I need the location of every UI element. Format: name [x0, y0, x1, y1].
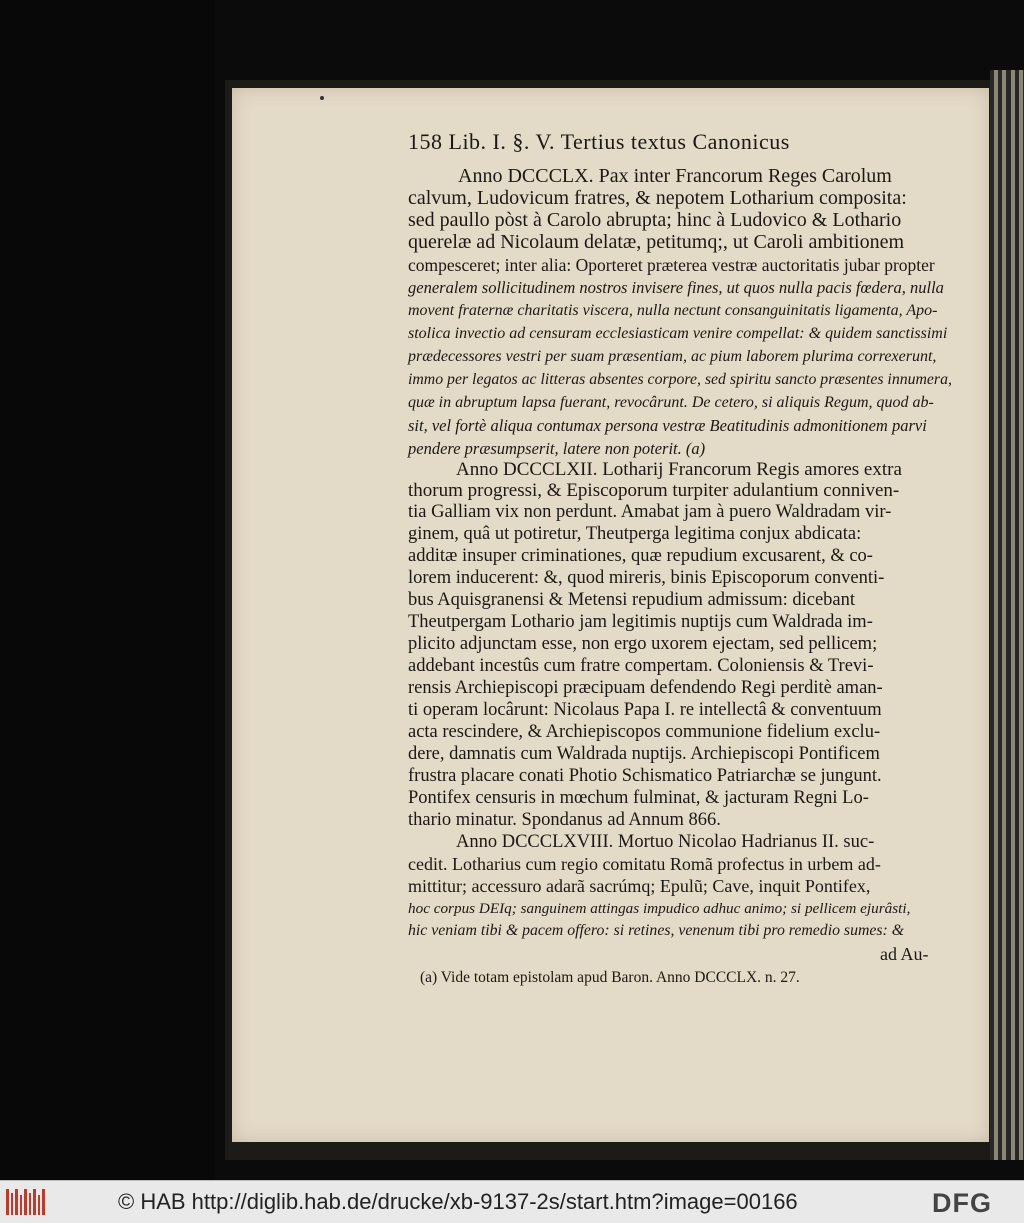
text-line: generalem sollicitudinem nostros invisere fines, ut quos nulla pacis fœdera, nulla — [408, 278, 944, 297]
text-line: lorem inducerent: &, quod mireris, binis Episcoporum conventi- — [408, 568, 885, 588]
text-line: rensis Archiepiscopi præcipuam defendendo Regi perditè aman- — [408, 678, 883, 698]
text-line: Anno DCCCLX. Pax inter Francorum Reges Carolum — [458, 165, 892, 187]
text-line: cedit. Lotharius cum regio comitatu Romã profectus in urbem ad- — [408, 854, 881, 874]
text-line: thorum progressi, & Episcoporum turpiter adulantium conniven- — [408, 480, 900, 501]
text-line: prædecessores vestri per suam præsentiam, ac pium laborem plurima correxerunt, — [408, 348, 937, 365]
hab-barcode-logo — [6, 1187, 46, 1217]
dfg-logo[interactable]: DFG — [932, 1188, 992, 1218]
text-line: Pontifex censuris in mœchum fulminat, & jacturam Regni Lo- — [408, 788, 869, 808]
text-line: acta rescindere, & Archiepiscopos communione fidelium exclu- — [408, 722, 881, 742]
text-line: Anno DCCCLXII. Lotharij Francorum Regis amores extra — [456, 459, 902, 480]
text-line: quæ in abruptum lapsa fuerant, revocârunt. De cetero, si aliquis Regum, quod ab- — [408, 394, 934, 411]
footnote: (a) Vide totam epistolam apud Baron. Anno DCCCLX. n. 27. — [420, 969, 800, 986]
text-line: Theutpergam Lothario jam legitimis nuptijs cum Waldrada im- — [408, 612, 873, 632]
facing-page-shadow — [0, 0, 215, 1180]
running-head: 158 Lib. I. §. V. Tertius textus Canonicus — [408, 129, 790, 154]
catchword: ad Au- — [880, 944, 929, 964]
text-line: Anno DCCCLXVIII. Mortuo Nicolao Hadrianus II. suc- — [456, 832, 875, 852]
text-line: querelæ ad Nicolaum delatæ, petitumq;, ut Caroli ambitionem — [408, 231, 905, 253]
text-line: ginem, quâ ut potiretur, Theutperga legitima conjux abdicata: — [408, 524, 862, 544]
page-edges — [990, 70, 1024, 1160]
page-text — [408, 128, 956, 988]
text-line: plicito adjunctam esse, non ergo uxorem ejectam, sed pellicem; — [408, 634, 878, 654]
text-line: ti operam locârunt: Nicolaus Papa I. re intellectâ & conventuum — [408, 700, 882, 720]
text-line: mittitur; accessuro adarã sacrúmq; Epulũ; Cave, inquit Pontifex, — [408, 876, 871, 896]
footer-bar — [0, 1180, 1024, 1223]
text-line: immo per legatos ac litteras absentes corpore, sed spiritu sancto præsentes innumera, — [408, 371, 952, 388]
text-line: compesceret; inter alia: Oporteret præterea vestræ auctoritatis jubar propter — [408, 255, 935, 275]
text-line: hoc corpus DEIq; sanguinem attingas impudico adhuc animo; si pellicem ejurâsti, — [408, 900, 911, 917]
text-line: stolica invectio ad censuram ecclesiasticam venire compellat: & quidem sanctissimi — [408, 325, 948, 342]
text-line: bus Aquisgranensi & Metensi repudium admissum: dicebant — [408, 590, 856, 610]
text-line: pendere præsumpserit, latere non poterit. (a) — [408, 439, 706, 458]
text-line: sit, vel fortè aliqua contumax persona vestræ Beatitudinis admonitionem parvi — [408, 416, 927, 435]
text-line: hic veniam tibi & pacem offero: si retines, venenum tibi pro remedio sumes: & — [408, 922, 905, 939]
text-line: movent fraternæ charitatis viscera, nulla nectunt consanguinitatis ligamenta, Apo- — [408, 302, 938, 319]
text-line: additæ insuper criminationes, quæ repudium excusarent, & co- — [408, 546, 873, 566]
text-line: dere, damnatis cum Waldrada nuptijs. Archiepiscopi Pontificem — [408, 744, 880, 764]
text-line: sed paullo pòst à Carolo abrupta; hinc à Ludovico & Lothario — [408, 209, 902, 231]
ink-dot — [320, 96, 324, 100]
text-line: frustra placare conati Photio Schismatico Patriarchæ se jungunt. — [408, 766, 882, 786]
text-line: tia Galliam vix non perdunt. Amabat jam à puero Waldradam vir- — [408, 502, 892, 522]
text-line: calvum, Ludovicum fratres, & nepotem Lotharium composita: — [408, 187, 907, 209]
copyright-link[interactable]: © HAB http://diglib.hab.de/drucke/xb-9137-2s/start.htm?image=00166 — [118, 1189, 798, 1214]
text-line: thario minatur. Spondanus ad Annum 866. — [408, 810, 721, 830]
text-line: addebant incestûs cum fratre compertam. Coloniensis & Trevi- — [408, 656, 874, 676]
